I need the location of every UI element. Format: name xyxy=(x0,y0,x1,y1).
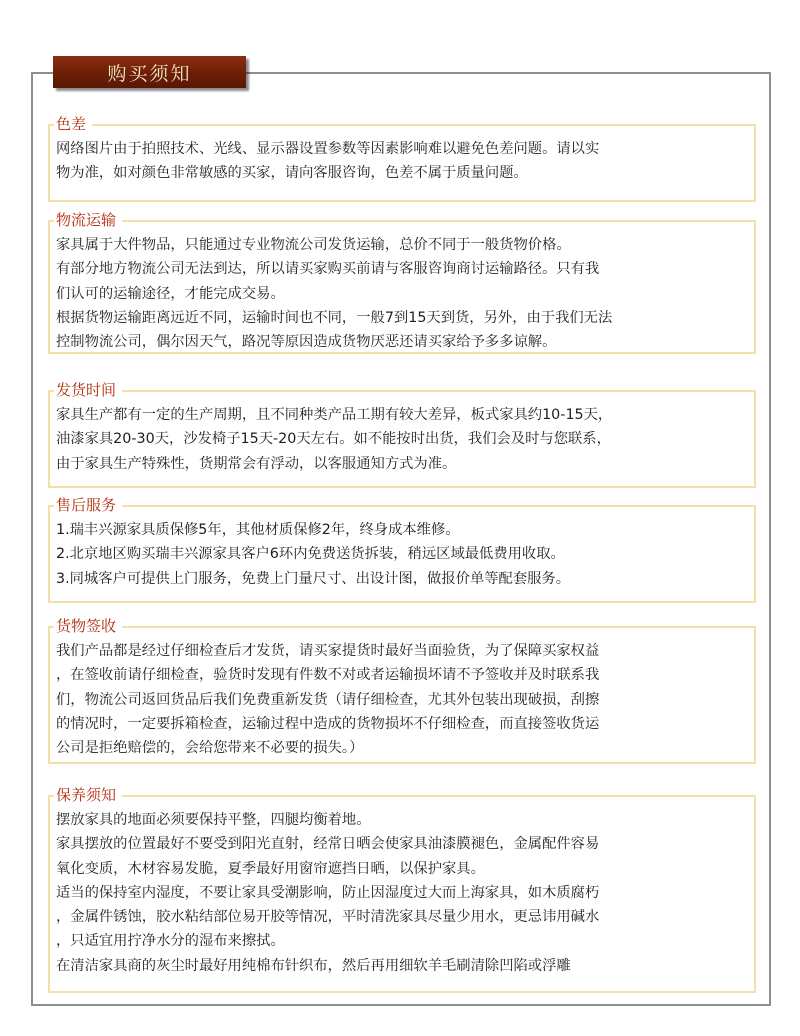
section-title: 售后服务 xyxy=(54,495,122,515)
section-title: 物流运输 xyxy=(54,210,122,230)
text-line: 家具属于大件物品，只能通过专业物流公司发货运输，总价不同于一般货物价格。 xyxy=(56,237,571,253)
text-line: 们认可的运输途径，才能完成交易。 xyxy=(56,285,285,302)
section-body xyxy=(50,628,754,764)
text-line: 有部分地方物流公司无法到达，所以请买家购买前请与客服咨询商讨运输路径。只有我 xyxy=(56,261,600,278)
text-line: 由于家具生产特殊性，货期常会有浮动，以客服通知方式为准。 xyxy=(56,455,457,472)
text-line: 适当的保持室内湿度，不要让家具受潮影响，防止因湿度过大而上海家具，如木质腐朽 xyxy=(56,884,600,901)
text-line: 的情况时，一定要拆箱检查，运输过程中造成的货物损坏不仔细检查，而直接签收货运 xyxy=(56,715,600,732)
section-logistics xyxy=(48,211,756,354)
section-body xyxy=(50,797,754,982)
text-line: ，只适宜用拧净水分的湿布来擦拭。 xyxy=(56,933,285,950)
text-line: 家具生产都有一定的生产周期，且不同种类产品工期有较大差异，板式家具约10-15天， xyxy=(56,407,613,423)
text-line: 我们产品都是经过仔细检查后才发货，请买家提货时最好当面验货，为了保障买家权益 xyxy=(56,643,600,659)
text-line: 控制物流公司，偶尔因天气，路况等原因造成货物厌恶还请买家给予多多谅解。 xyxy=(56,334,557,351)
section-color-difference xyxy=(48,115,756,202)
text-line: 3.同城客户可提供上门服务，免费上门量尺寸、出设计图，做报价单等配套服务。 xyxy=(56,570,571,587)
text-line: 在清洁家具商的灰尘时最好用纯棉布针织布，然后再用细软羊毛刷清除凹陷或浮雕 xyxy=(56,957,571,974)
section-shipping-time xyxy=(48,381,756,488)
text-line: 公司是拒绝赔偿的，会给您带来不必要的损失。） xyxy=(56,740,364,757)
text-line: 油漆家具20-30天，沙发椅子15天-20天左右。如不能按时出货，我们会及时与您联系， xyxy=(56,431,611,448)
text-line: 1.瑞丰兴源家具质保修5年，其他材质保修2年，终身成本维修。 xyxy=(56,522,460,538)
section-title: 保养须知 xyxy=(54,785,122,805)
section-delivery-signoff xyxy=(48,617,756,764)
page-title: 购买须知 xyxy=(53,56,246,88)
section-body xyxy=(50,507,754,595)
section-body xyxy=(50,222,754,358)
section-title: 色差 xyxy=(54,114,92,134)
text-line: 氧化变质，木材容易发脆，夏季最好用窗帘遮挡日晒，以保护家具。 xyxy=(56,860,485,877)
text-line: 们，物流公司返回货品后我们免费重新发货（请仔细检查，尤其外包装出现破损，刮擦 xyxy=(56,691,600,708)
text-line: ，在签收前请仔细检查，验货时发现有件数不对或者运输损坏请不予签收并及时联系我 xyxy=(56,667,600,684)
text-line: 根据货物运输距离远近不同，运输时间也不同，一般7到15天到货，另外，由于我们无法 xyxy=(56,309,613,326)
text-line: 家具摆放的位置最好不要受到阳光直射，经常日晒会使家具油漆膜褪色，金属配件容易 xyxy=(56,836,600,853)
section-body xyxy=(50,392,754,480)
section-maintenance xyxy=(48,786,756,993)
section-after-sales xyxy=(48,496,756,603)
text-line: 摆放家具的地面必须要保持平整，四腿均衡着地。 xyxy=(56,812,371,828)
section-title: 货物签收 xyxy=(54,616,122,636)
text-line: ，金属件锈蚀，胶水粘结部位易开胶等情况，平时清洗家具尽量少用水，更忌讳用碱水 xyxy=(56,909,600,926)
text-line: 物为准，如对颜色非常敏感的买家，请向客服咨询，色差不属于质量问题。 xyxy=(56,165,528,182)
text-line: 2.北京地区购买瑞丰兴源家具客户6环内免费送货拆装，稍远区域最低费用收取。 xyxy=(56,546,565,563)
text-line: 网络图片由于拍照技术、光线、显示器设置参数等因素影响难以避免色差问题。请以实 xyxy=(56,141,600,157)
section-title: 发货时间 xyxy=(54,380,122,400)
section-body xyxy=(50,126,754,190)
